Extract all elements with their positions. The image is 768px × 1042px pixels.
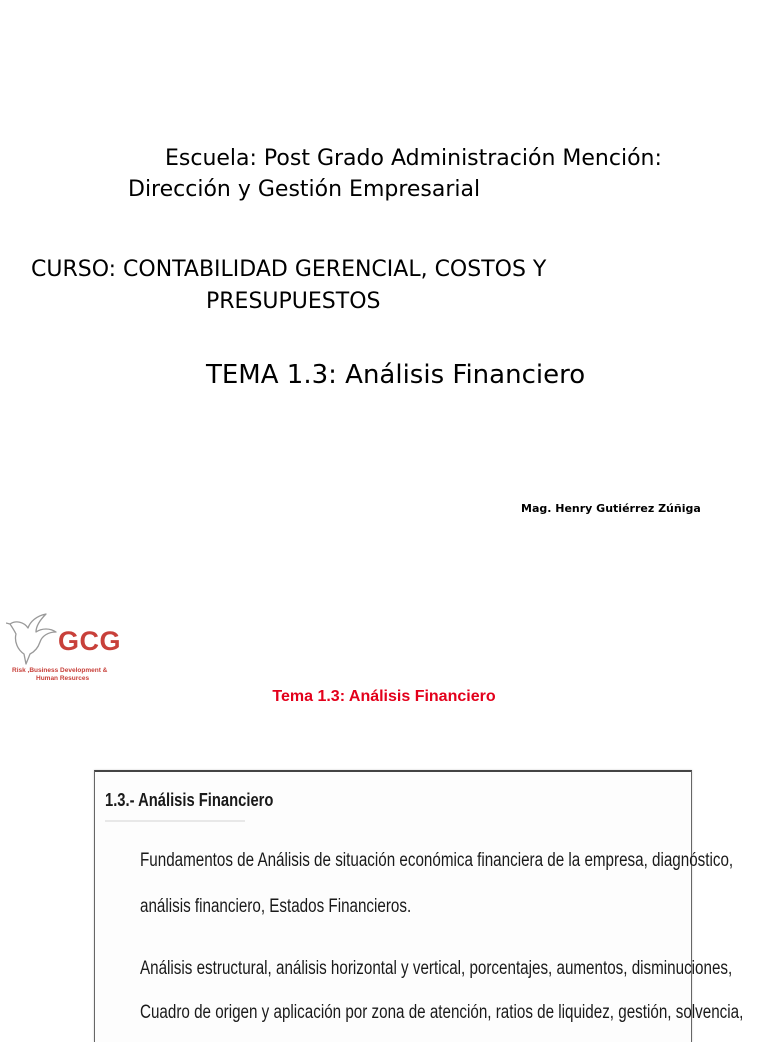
gcg-logo — [6, 612, 131, 687]
divider — [105, 820, 245, 822]
section-subtitle: Tema 1.3: Análisis Financiero — [272, 688, 496, 705]
document-line: análisis financiero, Estados Financieros. — [140, 896, 412, 917]
document-line: Cuadro de origen y aplicación por zona de atención, ratios de liquidez, gestión, solvencia, — [140, 1002, 744, 1023]
hummingbird-icon — [6, 612, 66, 668]
document-excerpt — [94, 770, 744, 1042]
document-heading: 1.3.- Análisis Financiero — [105, 790, 274, 810]
course-line-2: PRESUPUESTOS — [206, 289, 381, 314]
author-name: Mag. Henry Gutiérrez Zúñiga — [521, 502, 701, 515]
topic-title: TEMA 1.3: Análisis Financiero — [206, 360, 586, 390]
course-line-1: CURSO: CONTABILIDAD GERENCIAL, COSTOS Y — [31, 257, 547, 282]
logo-tagline-2: Human Resurces — [36, 675, 90, 682]
logo-tagline-1: Risk ,Business Development & — [12, 667, 108, 674]
school-line-1: Escuela: Post Grado Administración Mención: — [165, 146, 662, 171]
document-line: Análisis estructural, análisis horizontal y vertical, porcentajes, aumentos, disminuciones, — [140, 958, 733, 979]
school-line-2: Dirección y Gestión Empresarial — [128, 177, 481, 202]
document-line: Fundamentos de Análisis de situación económica financiera de la empresa, diagnóstico, — [140, 850, 734, 871]
logo-name: GCG — [58, 626, 122, 656]
